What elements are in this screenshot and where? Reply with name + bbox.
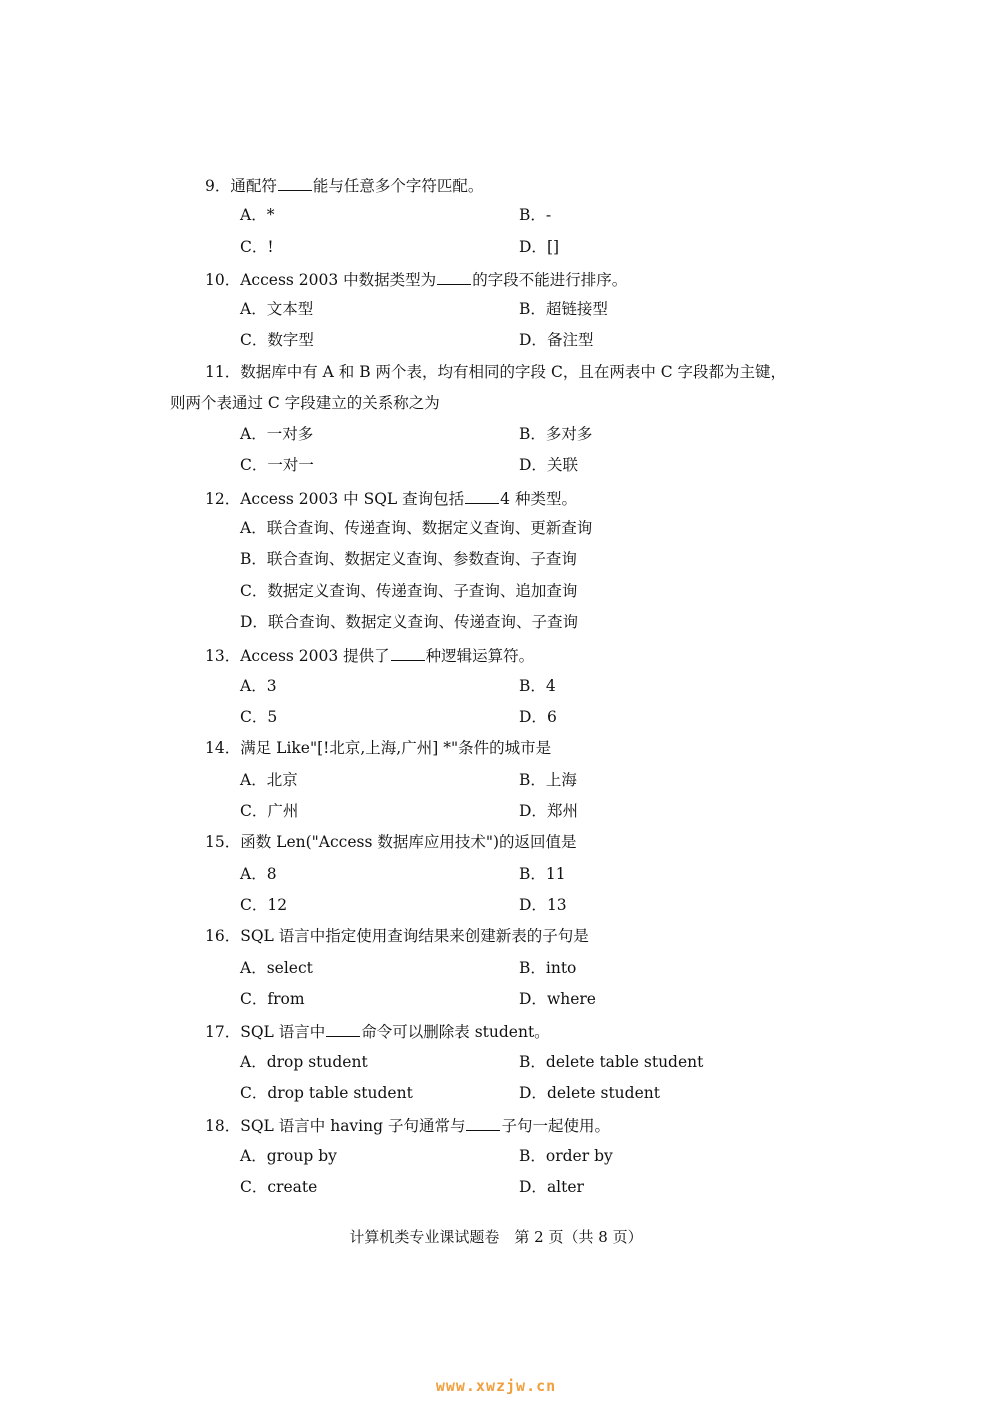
option-d: D．where bbox=[519, 990, 596, 1008]
option-b: B．多对多 bbox=[519, 425, 593, 443]
option-d: D．alter bbox=[519, 1178, 584, 1196]
option-c: C．! bbox=[240, 238, 274, 256]
option-c: C．数字型 bbox=[240, 331, 314, 349]
option-c: C．from bbox=[240, 990, 305, 1008]
option-c: C．create bbox=[240, 1178, 318, 1196]
option-b: B．order by bbox=[519, 1147, 613, 1165]
answer-blank bbox=[326, 1020, 360, 1037]
question-14-stem: 14．满足 Like"[!北京,上海,广州] *"条件的城市是 bbox=[205, 739, 552, 757]
question-18-stem: 18．SQL 语言中 having 子句通常与 子句一起使用。 bbox=[205, 1114, 610, 1136]
option-a: A．3 bbox=[240, 677, 277, 695]
option-c: C．drop table student bbox=[240, 1084, 413, 1102]
question-12-stem: 12．Access 2003 中 SQL 查询包括 4 种类型。 bbox=[205, 487, 577, 509]
option-c: C．5 bbox=[240, 708, 278, 726]
option-a: A．group by bbox=[240, 1147, 337, 1165]
option-d: D．备注型 bbox=[519, 331, 594, 349]
option-b: B．delete table student bbox=[519, 1053, 704, 1071]
watermark-url: www.xwzjw.cn bbox=[435, 1377, 557, 1395]
option-b: B．into bbox=[519, 959, 577, 977]
question-16-stem: 16．SQL 语言中指定使用查询结果来创建新表的子句是 bbox=[205, 927, 589, 945]
option-c: C．广州 bbox=[240, 802, 299, 820]
question-9-stem: 9．通配符 能与任意多个字符匹配。 bbox=[205, 174, 483, 196]
option-b: B．- bbox=[519, 206, 552, 224]
option-b: B．上海 bbox=[519, 771, 577, 789]
option-b: B．联合查询、数据定义查询、参数查询、子查询 bbox=[240, 550, 577, 568]
option-b: B．超链接型 bbox=[519, 300, 608, 318]
question-10-stem: 10．Access 2003 中数据类型为 的字段不能进行排序。 bbox=[205, 268, 627, 290]
option-b: B．11 bbox=[519, 865, 566, 883]
option-a: A．联合查询、传递查询、数据定义查询、更新查询 bbox=[240, 519, 593, 537]
option-d: D．delete student bbox=[519, 1084, 660, 1102]
option-a: A．drop student bbox=[240, 1053, 368, 1071]
option-d: D．郑州 bbox=[519, 802, 578, 820]
option-c: C．一对一 bbox=[240, 456, 314, 474]
answer-blank bbox=[466, 1114, 500, 1131]
answer-blank bbox=[391, 644, 425, 661]
page-footer: 计算机类专业课试题卷 第 2 页（共 8 页） bbox=[349, 1228, 643, 1246]
answer-blank bbox=[437, 268, 471, 285]
answer-blank bbox=[465, 487, 499, 504]
question-11-stem: 11．数据库中有 A 和 B 两个表，均有相同的字段 C，且在两表中 C 字段都为主键， bbox=[205, 363, 787, 381]
question-13-stem: 13．Access 2003 提供了 种逻辑运算符。 bbox=[205, 644, 534, 666]
option-d: D．关联 bbox=[519, 456, 578, 474]
question-11-stem-continued: 则两个表通过 C 字段建立的关系称之为 bbox=[170, 394, 440, 412]
option-a: A．北京 bbox=[240, 771, 298, 789]
option-a: A．一对多 bbox=[240, 425, 314, 443]
option-a: A．文本型 bbox=[240, 300, 314, 318]
option-a: A．* bbox=[240, 206, 275, 224]
option-a: A．select bbox=[240, 959, 313, 977]
option-b: B．4 bbox=[519, 677, 556, 695]
option-d: D．13 bbox=[519, 896, 567, 914]
answer-blank bbox=[278, 174, 312, 191]
option-a: A．8 bbox=[240, 865, 277, 883]
question-15-stem: 15．函数 Len("Access 数据库应用技术")的返回值是 bbox=[205, 833, 577, 851]
option-c: C．数据定义查询、传递查询、子查询、追加查询 bbox=[240, 582, 578, 600]
option-c: C．12 bbox=[240, 896, 288, 914]
option-d: D．[] bbox=[519, 238, 560, 256]
option-d: D．6 bbox=[519, 708, 557, 726]
question-17-stem: 17．SQL 语言中 命令可以删除表 student。 bbox=[205, 1020, 550, 1042]
option-d: D．联合查询、数据定义查询、传递查询、子查询 bbox=[240, 613, 578, 631]
